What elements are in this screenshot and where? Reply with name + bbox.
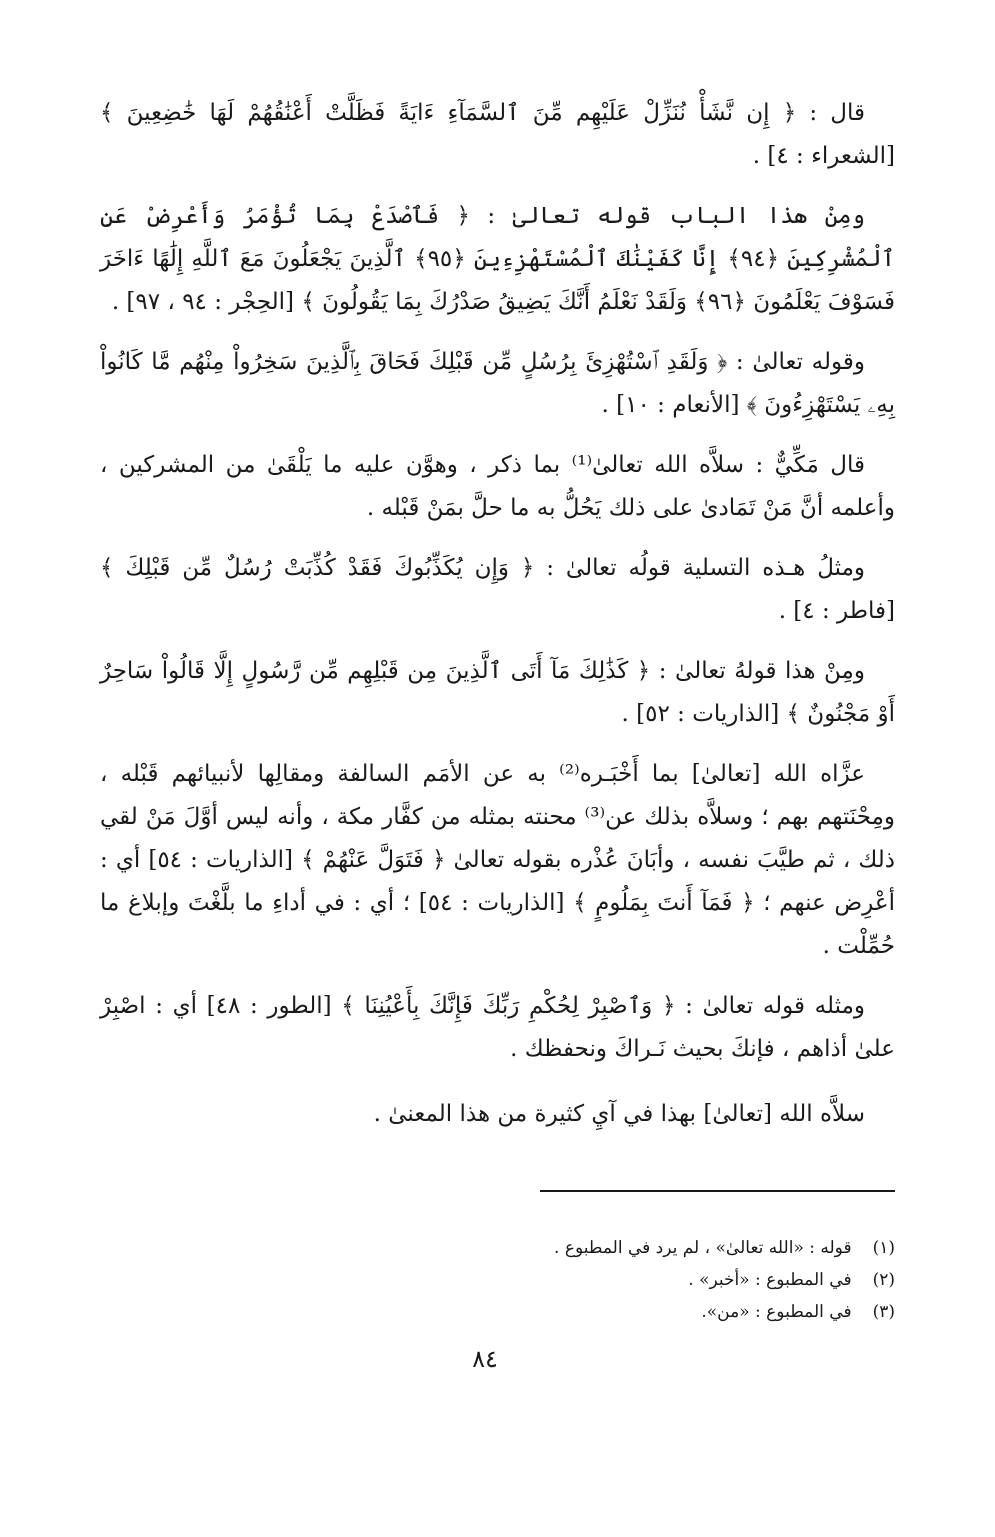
footnote-text: في المطبوع : «من». — [701, 1302, 852, 1322]
footnote-number: (١) — [872, 1238, 895, 1258]
paragraph-quote-dhariyat: ومِنْ هذا قولهُ تعالىٰ : ﴿ كَذَٰلِكَ مَآ أَتَى ٱلَّذِينَ مِن قَبْلِهِم مِّن رَّسُولٍ إِلَّا قَالُواْ سَاحِرٌ أَوْ مَجْنُونٌ ﴾ [الذاريات : ٥٢] . — [100, 658, 895, 727]
footnote-item — [400, 1296, 895, 1328]
footnotes — [400, 1232, 895, 1328]
paragraph-quote-hijr: ومِنْ هذا الباب قوله تعالىٰ : ﴿ فَٱصْدَعْ بِمَا تُؤْمَرُ وَأَعْرِضْ عَنِ ٱلْمُشْرِكِينَ ﴿٩٤﴾ إِنَّا كَفَيْنَٰكَ ٱلْمُسْتَهْزِءِينَ ﴿٩٥﴾ ٱلَّذِينَ يَجْعَلُونَ مَعَ ٱللَّهِ إِلَٰهًا ءَاخَرَ فَسَوْفَ يَعْلَمُونَ ﴿٩٦﴾ وَلَقَدْ نَعْلَمُ أَنَّكَ يَضِيقُ صَدْرُكَ بِمَا يَقُولُونَ ﴾ [الحِجْر : ٩٤ ، ٩٧] . — [100, 203, 895, 315]
paragraph-quote-shuara: قال : ﴿ إِن نَّشَأْ نُنَزِّلْ عَلَيْهِم مِّنَ ٱلسَّمَآءِ ءَايَةً فَظَلَّتْ أَعْنَٰقُهُمْ لَهَا خَٰضِعِينَ ﴾ [الشعراء : ٤] . — [100, 100, 895, 169]
paragraph-makki: قال مَكِّيٌّ : سلاَّه الله تعالىٰ⁽¹⁾ بما ذكر ، وهوَّن عليه ما يَلْقَىٰ من المشركين ، وأعلمه أنَّ مَنْ تَمَادىٰ على ذلك يَحُلُّ به ما حلَّ بمَنْ قَبْله . — [100, 452, 895, 521]
footnote-item — [400, 1264, 895, 1296]
paragraph-quote-fatir: ومثلُ هـذه التسلية قولُه تعالىٰ : ﴿ وَإِن يُكَذِّبُوكَ فَقَدْ كُذِّبَتْ رُسُلٌ مِّن قَبْلِكَ ﴾ [فاطر : ٤] . — [100, 555, 895, 624]
main-text — [100, 92, 895, 1153]
footnote-number: (٣) — [872, 1302, 895, 1322]
paragraph-quote-tur: ومثله قوله تعالىٰ : ﴿ وَٱصْبِرْ لِحُكْمِ رَبِّكَ فَإِنَّكَ بِأَعْيُنِنَا ﴾ [الطور : ٤٨] أي : اصْبِرْ علىٰ أذاهم ، فإنكَ بحيث نَـراكَ ونحفظك . — [100, 993, 895, 1062]
footnote-separator — [540, 1190, 895, 1192]
page-number: ٨٤ — [472, 1345, 498, 1373]
paragraph-consolation: عزَّاه الله [تعالىٰ] بما أَخْبَـره⁽²⁾ به عن الأمَم السالفة ومقالِها لأنبيائهم قَبْله ، ومِحْنَتهم بهم ؛ وسلاَّه بذلك عن⁽³⁾ محنته بمثله من كفَّار مكة ، وأنه ليس أوَّلَ مَنْ لقي ذلك ، ثم طيَّبَ نفسه ، وأبَانَ عُذْره بقوله تعالىٰ ﴿ فَتَوَلَّ عَنْهُمْ ﴾ [الذاريات : ٥٤] أي : أعْرِض عنهم ؛ ﴿ فَمَآ أَنتَ بِمَلُومٍ ﴾ [الذاريات : ٥٤] ؛ أي : في أداءِ ما بلَّغْتَ وإبلاغ ما حُمِّلْت . — [100, 761, 896, 959]
footnote-text: قوله : «الله تعالىٰ» ، لم يرد في المطبوع . — [554, 1238, 852, 1258]
paragraph-quote-anam: وقوله تعالىٰ : ﴿ وَلَقَدِ ٱسْتُهْزِئَ بِرُسُلٍ مِّن قَبْلِكَ فَحَاقَ بِٱلَّذِينَ سَخِرُواْ مِنْهُم مَّا كَانُواْ بِهِۦ يَسْتَهْزِءُونَ ﴾ [الأنعام : ١٠] . — [100, 349, 895, 418]
footnote-text: في المطبوع : «أخبر» . — [688, 1270, 852, 1290]
footnote-number: (٢) — [872, 1270, 895, 1290]
footnote-item — [400, 1232, 895, 1264]
paragraph-closing: سلاَّه الله [تعالىٰ] بهذا في آيِ كثيرة من هذا المعنىٰ . — [373, 1101, 865, 1127]
